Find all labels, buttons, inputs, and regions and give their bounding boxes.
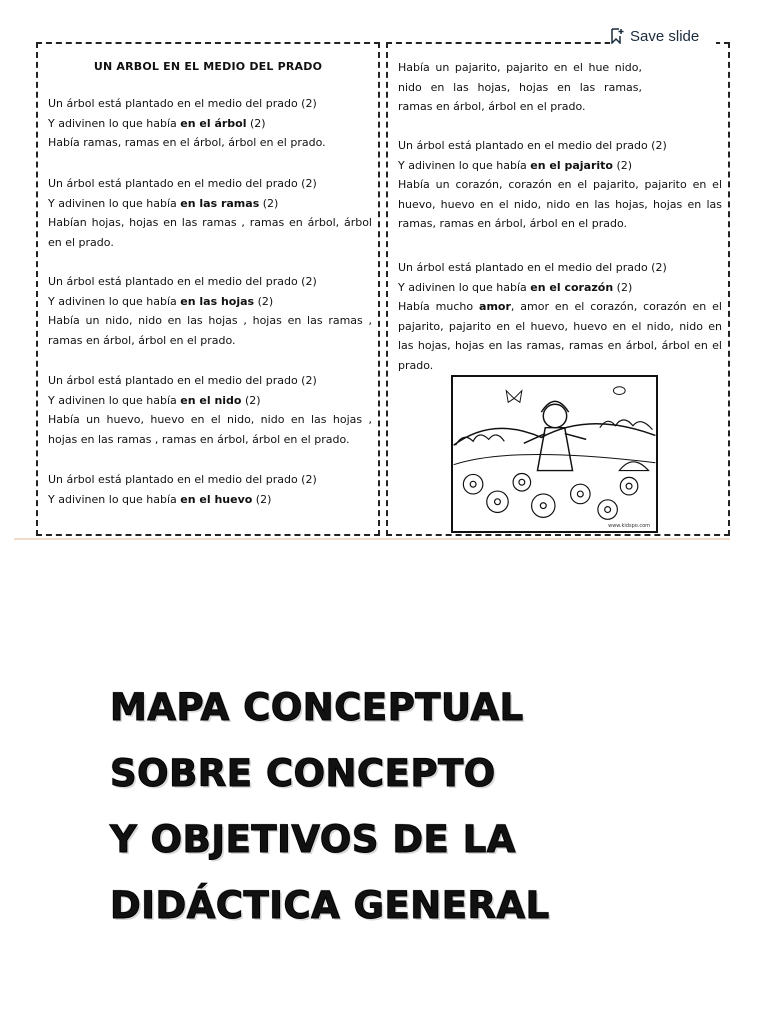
stanza-line: Un árbol está plantado en el medio del prado (2) [48,374,317,387]
stanza-bold: en el nido [180,393,242,407]
illustration-credit: www.kidspo.com [608,523,650,529]
stanza-line: Había un corazón, corazón en el pajarito, pajarito en el huevo, huevo en el nido, nido en las hojas, hojas en las ramas, ramas en árbol, árbol en el prado. [398,178,722,230]
pajarito-stanza [398,136,722,234]
title-line-4: DIDÁCTICA GENERAL [110,884,550,927]
stanza-line [48,292,372,312]
stanza-line [398,297,722,375]
stanza-text: (2) [612,158,633,172]
stanza-text: (2) [252,492,272,506]
stanza-line [48,194,372,214]
document-title [110,675,670,939]
stanza-line: Un árbol está plantado en el medio del prado (2) [398,139,667,152]
stanza-3 [48,272,372,350]
left-song-panel [36,42,380,536]
stanza-line: Un árbol está plantado en el medio del prado (2) [48,275,317,288]
stanza-line: Un árbol está plantado en el medio del prado (2) [48,97,317,110]
save-slide-label: Save slide [630,27,700,45]
stanza-bold: en las ramas [180,196,260,210]
title-line-1: MAPA CONCEPTUAL [110,686,524,729]
slide-image [14,26,730,540]
stanza-2 [48,174,372,252]
title-line-3: Y OBJETIVOS DE LA [110,818,516,861]
stanza-text: Había mucho [398,300,480,313]
stanza-text: , amor en el corazón, corazón en el pajarito, pajarito en el huevo, huevo en el nido, nido en las hojas, hojas en las ramas, ramas en árbol, árbol en el prado. [398,300,722,372]
stanza-text: (2) [254,294,274,308]
stanza-text: Y adivinen lo que había [48,492,181,506]
stanza-bold: en las hojas [180,294,255,308]
stanza-bold: en el árbol [180,116,247,130]
stanza-bold: amor [479,300,511,313]
stanza-line [48,114,372,134]
stanza-text: (2) [241,393,261,407]
stanza-text: Y adivinen lo que había [48,196,181,210]
stanza-line: Había ramas, ramas en el árbol, árbol en el prado. [48,136,326,149]
stanza-line: Un árbol está plantado en el medio del prado (2) [48,473,317,486]
stanza-text: Y adivinen lo que había [398,280,531,294]
stanza-5 [48,470,372,509]
stanza-line: Un árbol está plantado en el medio del prado (2) [48,177,317,190]
stanza-line [48,391,372,411]
stanza-line [48,490,372,510]
stanza-line [398,278,722,298]
stanza-line: Había un pajarito, pajarito en el hue nido, nido en las hojas, hojas en las ramas, ramas en árbol, árbol en el prado. [398,61,642,113]
stanza-text: (2) [259,196,279,210]
coloring-picture [453,377,656,531]
stanza-bold: en el corazón [530,280,614,294]
stanza-text: Y adivinen lo que había [398,158,531,172]
save-slide-button[interactable] [610,24,716,48]
stanza-text: Y adivinen lo que había [48,116,181,130]
stanza-line: Había un huevo, huevo en el nido, nido en las hojas , hojas en las ramas , ramas en árbol, árbol en el prado. [48,413,372,446]
stanza-line: Un árbol está plantado en el medio del prado (2) [398,261,667,274]
stanza-text: Y adivinen lo que había [48,294,181,308]
girl-garden-illustration [451,375,658,533]
stanza-line [398,156,722,176]
stanza-line: Había un nido, nido en las hojas , hojas en las ramas , ramas en árbol, árbol en el prado. [48,314,372,347]
corazon-stanza [398,258,722,375]
stanza-4 [48,371,372,449]
title-line-2: SOBRE CONCEPTO [110,752,496,795]
intro-stanza [398,58,722,117]
stanza-1 [48,94,372,153]
stanza-bold: en el pajarito [530,158,613,172]
song-title: UN ARBOL EN EL MEDIO DEL PRADO [93,60,323,73]
stanza-text: (2) [246,116,266,130]
bookmark-add-icon [610,28,624,44]
stanza-text: Y adivinen lo que había [48,393,181,407]
stanza-text: (2) [613,280,633,294]
stanza-bold: en el huevo [180,492,253,506]
stanza-line: Habían hojas, hojas en las ramas , ramas en árbol, árbol en el prado. [48,216,372,249]
